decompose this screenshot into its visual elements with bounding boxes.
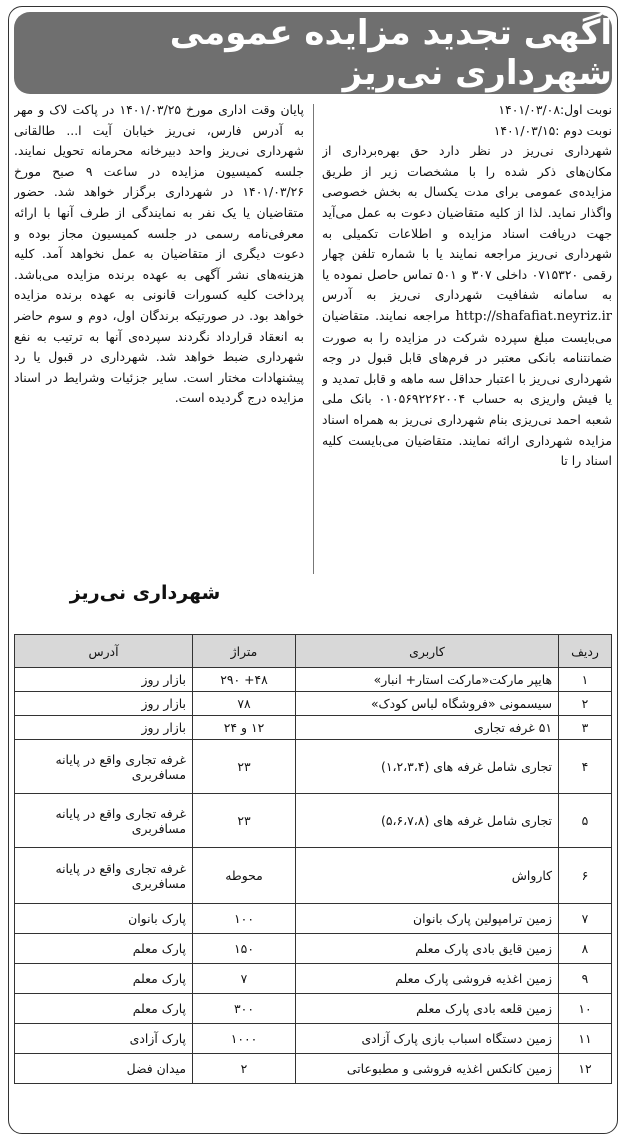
area-cell: ۱۵۰	[193, 934, 296, 964]
table-row	[15, 994, 612, 1024]
table-body	[15, 668, 612, 1084]
table-row	[15, 964, 612, 994]
usage-cell: تجاری شامل غرفه های (۵،۶،۷،۸)	[296, 794, 559, 848]
auction-items-table	[14, 634, 612, 1084]
address-cell: بازار روز	[15, 692, 193, 716]
table-row	[15, 934, 612, 964]
area-cell: ۲۳	[193, 740, 296, 794]
row-number-cell: ۳	[559, 716, 612, 740]
table-row	[15, 740, 612, 794]
usage-cell: زمین دستگاه اسباب بازی پارک آزادی	[296, 1024, 559, 1054]
area-cell: ۷	[193, 964, 296, 994]
row-number-cell: ۴	[559, 740, 612, 794]
table-row	[15, 1024, 612, 1054]
address-cell: غرفه تجاری واقع در پایانه مسافربری	[15, 740, 193, 794]
area-cell: ۷۸	[193, 692, 296, 716]
area-cell: ۳۰۰	[193, 994, 296, 1024]
area-cell: ۱۲ و ۲۴	[193, 716, 296, 740]
row-number-cell: ۷	[559, 904, 612, 934]
address-cell: غرفه تجاری واقع در پایانه مسافربری	[15, 848, 193, 904]
address-cell: پارک معلم	[15, 934, 193, 964]
usage-cell: زمین ترامپولین پارک بانوان	[296, 904, 559, 934]
usage-cell: زمین کانکس اغذیه فروشی و مطبوعاتی	[296, 1054, 559, 1084]
area-cell: ۲	[193, 1054, 296, 1084]
header-row-number: ردیف	[559, 635, 612, 668]
table-row	[15, 692, 612, 716]
area-cell: ۴۸+ ۲۹۰	[193, 668, 296, 692]
usage-cell: سیسمونی «فروشگاه لباس کودک»	[296, 692, 559, 716]
area-cell: ۱۰۰۰	[193, 1024, 296, 1054]
notice-body-text-2: مراجعه نمایند. متقاضیان می‌بایست مبلغ سپرده شرکت در مزایده را به صورت ضمانتنامه بانکی معتبر در فرم‌های قابل قبول در وجه شهرداری نی‌ریز با اعتبار حداقل سه ماهه و قابل تمدید و یا فیش واریزی به حساب ۰۱۰۵۶۹۲۲۶۲۰۰۴ بانک ملی شعبه احمد نی‌ریزی بنام شهرداری نی‌ریز به همراه اسناد مزایده شهرداری ارائه نمایند. متقاضیان می‌بایست کلیه اسناد را تا	[322, 307, 612, 469]
table-row	[15, 848, 612, 904]
notice-left-column	[14, 100, 304, 570]
row-number-cell: ۹	[559, 964, 612, 994]
table-row	[15, 904, 612, 934]
area-cell: محوطه	[193, 848, 296, 904]
row-number-cell: ۵	[559, 794, 612, 848]
table-row	[15, 668, 612, 692]
row-number-cell: ۱۰	[559, 994, 612, 1024]
address-cell: پارک معلم	[15, 964, 193, 994]
usage-cell: زمین قلعه بادی پارک معلم	[296, 994, 559, 1024]
notice-body-part-1	[322, 141, 612, 472]
notice-title: آگهی تجدید مزایده عمومی شهرداری نی‌ریز	[14, 12, 612, 94]
column-divider	[313, 104, 314, 574]
usage-cell: کارواش	[296, 848, 559, 904]
municipality-signature: شهرداری نی‌ریز	[69, 582, 221, 604]
header-address: آدرس	[15, 635, 193, 668]
transparency-url: http://shafafiat.neyriz.ir	[455, 308, 612, 324]
notice-body-text-1: شهرداری نی‌ریز در نظر دارد حق بهره‌برداری از مکان‌های ذکر شده را با مشخصات زیر از طریق مزایده‌ی عمومی برای مدت یکسال به بخش خصوصی واگذار نماید. لذا از کلیه متقاضیان دعوت به عمل می‌آید جهت دریافت اسناد مزایده و اطلاعات تکمیلی به شهرداری نی‌ریز مراجعه نمایند یا با شماره تلفن چهار رقمی ۰۷۱۵۳۲۰ داخلی ۳۰۷ و ۵۰۱ تماس حاصل نموده یا به سامانه شفافیت شهرداری نی‌ریز به آدرس	[322, 143, 612, 303]
notice-right-column	[322, 100, 612, 612]
header-usage: کاربری	[296, 635, 559, 668]
area-cell: ۱۰۰	[193, 904, 296, 934]
row-number-cell: ۶	[559, 848, 612, 904]
table-row	[15, 716, 612, 740]
first-publication-date: نوبت اول:۱۴۰۱/۰۳/۰۸	[498, 102, 612, 117]
header-area: متراژ	[193, 635, 296, 668]
address-cell: بازار روز	[15, 668, 193, 692]
table-header-row	[15, 635, 612, 668]
second-publication-date: نوبت دوم :۱۴۰۱/۰۳/۱۵	[493, 122, 612, 138]
row-number-cell: ۱۱	[559, 1024, 612, 1054]
row-number-cell: ۲	[559, 692, 612, 716]
address-cell: پارک معلم	[15, 994, 193, 1024]
usage-cell: هایپر مارکت«مارکت استار+ انبار»	[296, 668, 559, 692]
address-cell: پارک آزادی	[15, 1024, 193, 1054]
address-cell: غرفه تجاری واقع در پایانه مسافربری	[15, 794, 193, 848]
row-number-cell: ۸	[559, 934, 612, 964]
address-cell: میدان فضل	[15, 1054, 193, 1084]
row-number-cell: ۱۲	[559, 1054, 612, 1084]
area-cell: ۲۳	[193, 794, 296, 848]
table-row	[15, 1054, 612, 1084]
usage-cell: زمین قایق بادی پارک معلم	[296, 934, 559, 964]
address-cell: پارک بانوان	[15, 904, 193, 934]
address-cell: بازار روز	[15, 716, 193, 740]
usage-cell: زمین اغذیه فروشی پارک معلم	[296, 964, 559, 994]
notice-body-part-2: پایان وقت اداری مورخ ۱۴۰۱/۰۳/۲۵ در پاکت لاک و مهر به آدرس فارس، نی‌ریز خیابان آیت ا... طالقانی شهرداری نی‌ریز واحد دبیرخانه محرمانه تحویل نمایند. جلسه کمیسیون مزایده در ساعت ۹ صبح مورخ ۱۴۰۱/۰۳/۲۶ در شهرداری برگزار خواهد شد. حضور متقاضیان یا یک نفر به نمایندگی از طرف آنها با ارائه معرفی‌نامه رسمی در جلسه کمیسیون مجاز بوده و دعوت دیگری از متقاضیان به عمل نخواهد آمد. کلیه هزینه‌های نشر آگهی به عهده برنده مزایده می‌باشد. پرداخت کلیه کسورات قانونی به عهده برنده مزایده خواهد بود. در صورتیکه برندگان اول، دوم و سوم حاضر به انعقاد قرارداد نگردند سپرده‌ی آنها به ترتیب به نفع شهرداری ضبط خواهد شد. شهرداری در قبول یا رد پیشنهادات مختار است. سایر جزئیات وشرایط در اسناد مزایده درج گردیده است.	[14, 102, 304, 406]
usage-cell: ۵۱ غرفه تجاری	[296, 716, 559, 740]
table-row	[15, 794, 612, 848]
usage-cell: تجاری شامل غرفه های (۱،۲،۳،۴)	[296, 740, 559, 794]
row-number-cell: ۱	[559, 668, 612, 692]
